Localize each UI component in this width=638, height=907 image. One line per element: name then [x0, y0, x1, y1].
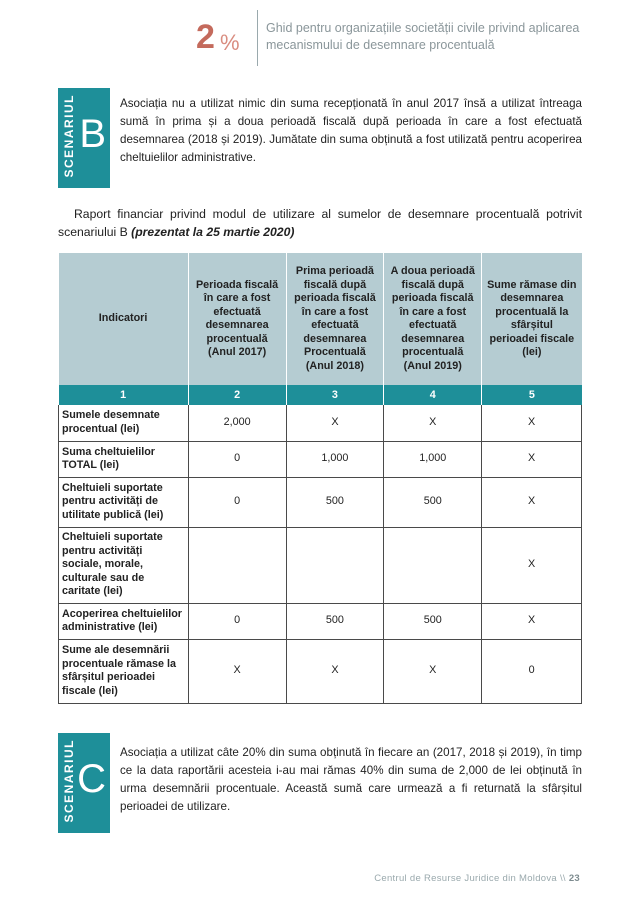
footer-org: Centrul de Resurse Juridice din Moldova: [374, 873, 558, 884]
table-cell: X: [384, 639, 482, 703]
table-cell: 0: [482, 639, 582, 703]
logo-number: 2: [196, 18, 215, 56]
report-intro-text: Raport financiar privind modul de utilizare al sumelor de desemnare procentuală potrivit scenariului B: [58, 207, 582, 239]
table-cell: 0: [188, 477, 286, 527]
scenario-b-letter: B: [79, 112, 106, 156]
scenario-c-letter: C: [77, 757, 106, 801]
table-cell: X: [188, 639, 286, 703]
row-label: Cheltuieli suportate pentru activități de utilitate publică (lei): [59, 477, 189, 527]
page-header: [0, 0, 638, 70]
logo-percent-symbol: %: [220, 30, 240, 55]
scenario-b-word: SCENARIUL: [62, 94, 76, 178]
table-cell: [188, 527, 286, 603]
table-row: [59, 639, 582, 703]
table-cell: 0: [188, 603, 286, 639]
table-cell: 500: [286, 477, 384, 527]
col-number: 4: [384, 385, 482, 405]
table-cell: X: [286, 405, 384, 441]
scenario-b-badge: [58, 88, 110, 188]
scenario-c-text: Asociația a utilizat câte 20% din suma obținută în fiecare an (2017, 2018 și 2019), în timp ce la data raportării acesteia i-au mai rămas 40% din suma de 2,000 de lei obținută în urma desemnării procentuale. Această sumă care urmează a fi returnată la sfârșitul perioadei de utilizare.: [120, 746, 582, 813]
table-row: [59, 527, 582, 603]
scenario-c-badge: [58, 733, 110, 833]
table-cell: [286, 527, 384, 603]
header-col-2018: Prima perioadă fiscală după perioada fiscală în care a fost efectuată desemnarea Procentuală (Anul 2018): [286, 253, 384, 385]
table-cell: X: [482, 527, 582, 603]
table-cell: X: [482, 405, 582, 441]
table-cell: 500: [384, 477, 482, 527]
scenario-c-word: SCENARIUL: [62, 739, 76, 823]
two-percent-logo: [196, 18, 246, 58]
col-number: 5: [482, 385, 582, 405]
table-cell: 500: [384, 603, 482, 639]
table-cell: X: [286, 639, 384, 703]
table-row: [59, 405, 582, 441]
table-row: [59, 603, 582, 639]
financial-report-table: [58, 253, 582, 704]
header-title-line1: Ghid pentru organizațiile societății civile privind aplicarea: [266, 21, 580, 35]
header-divider: [257, 10, 258, 66]
row-label: Acoperirea cheltuielilor administrative (lei): [59, 603, 189, 639]
table-cell: X: [482, 603, 582, 639]
table-cell: 2,000: [188, 405, 286, 441]
header-col-remaining: Sume rămase din desemnarea procentuală la sfârșitul perioadei fiscale (lei): [482, 253, 582, 385]
header-title-line2: mecanismului de desemnare procentuală: [266, 38, 495, 52]
col-number: 1: [59, 385, 189, 405]
header-title: [266, 20, 606, 54]
table-cell: 0: [188, 441, 286, 477]
header-indicatori: Indicatori: [59, 253, 189, 385]
header-col-2017: Perioada fiscală în care a fost efectuată desemnarea procentuală (Anul 2017): [188, 253, 286, 385]
table-cell: X: [384, 405, 482, 441]
table-row: [59, 477, 582, 527]
page-footer: [374, 873, 580, 884]
table-cell: 1,000: [384, 441, 482, 477]
report-intro: [58, 205, 582, 241]
table-header-row: [59, 253, 582, 385]
table-number-row: [59, 385, 582, 405]
table-cell: 500: [286, 603, 384, 639]
row-label: Sumele desemnate procentual (lei): [59, 405, 189, 441]
row-label: Sume ale desemnării procentuale rămase la sfârșitul perioadei fiscale (lei): [59, 639, 189, 703]
report-date-note: (prezentat la 25 martie 2020): [131, 225, 295, 239]
col-number: 2: [188, 385, 286, 405]
row-label: Suma cheltuielilor TOTAL (lei): [59, 441, 189, 477]
table-row: [59, 441, 582, 477]
header-col-2019: A doua perioadă fiscală după perioada fiscală în care a fost efectuată desemnarea procentuală (Anul 2019): [384, 253, 482, 385]
row-label: Cheltuieli suportate pentru activități sociale, morale, culturale sau de caritate (lei): [59, 527, 189, 603]
table-cell: 1,000: [286, 441, 384, 477]
page-number: 23: [568, 873, 580, 884]
table-cell: [384, 527, 482, 603]
table-cell: X: [482, 477, 582, 527]
col-number: 3: [286, 385, 384, 405]
table-cell: X: [482, 441, 582, 477]
footer-separator: \\: [559, 873, 566, 884]
scenario-b-text: Asociația nu a utilizat nimic din suma recepționată în anul 2017 însă a utilizat întreaga sumă în prima și a doua perioadă fiscală după perioada în care a fost efectuată desemnarea (2018 și 2019). Jumătate din suma obținută a fost utilizată pentru acoperirea cheltuielilor administrative.: [120, 97, 582, 164]
